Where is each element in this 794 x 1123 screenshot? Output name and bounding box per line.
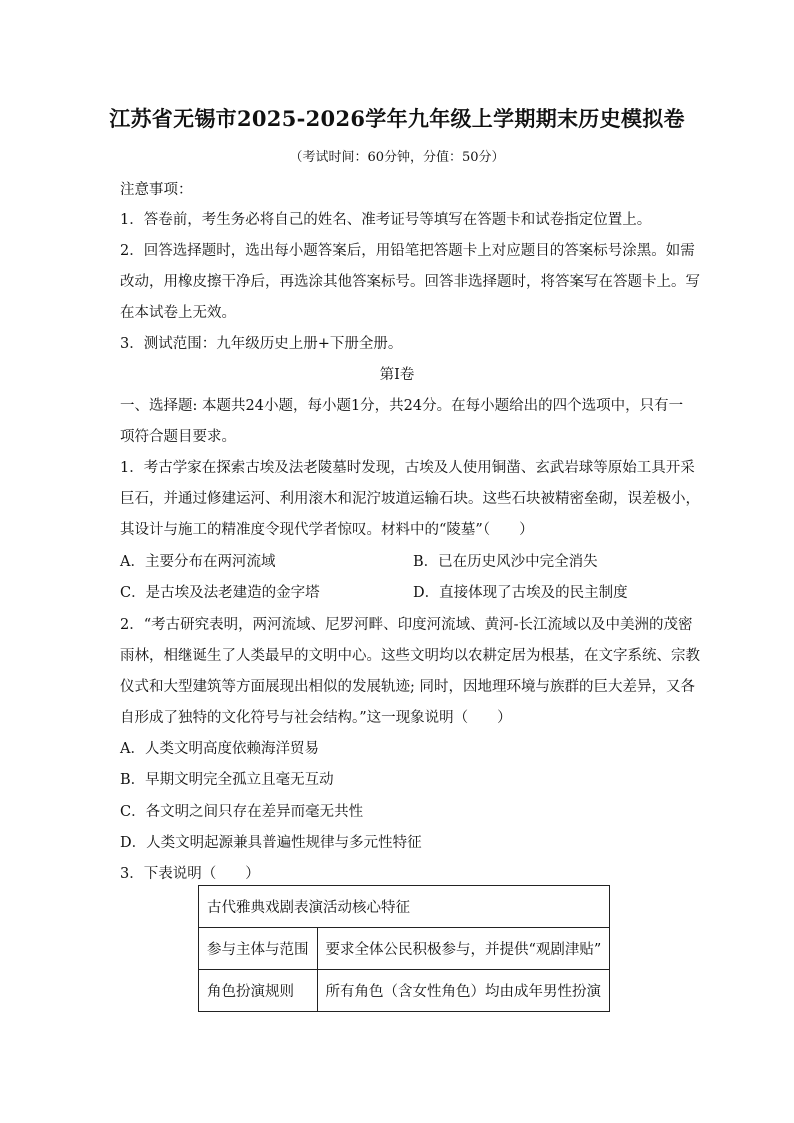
notes-line: 在本试卷上无效。 bbox=[120, 305, 236, 321]
section-intro: 项符合题目要求。 bbox=[120, 429, 236, 445]
notes-line: 1．答卷前，考生务必将自己的姓名、准考证号等填写在答题卡和试卷指定位置上。 bbox=[120, 212, 652, 228]
notes-line: 改动，用橡皮擦干净后，再选涂其他答案标号。回答非选择题时，将答案写在答题卡上。写 bbox=[120, 274, 700, 290]
question-1-stem: 其设计与施工的精准度令现代学者惊叹。材料中的“陵墓”（ ） bbox=[120, 522, 534, 538]
section-intro: 一、选择题: 本题共24小题，每小题1分，共24分。在每小题给出的四个选项中，只有一 bbox=[120, 398, 684, 414]
question-3-stem: 3．下表说明（ ） bbox=[120, 866, 260, 882]
question-1-option-a: A．主要分布在两河流域 bbox=[120, 554, 276, 570]
exam-duration-score: （考试时间：60分钟，分值：50分） bbox=[289, 150, 505, 165]
question-2-stem: 雨林，相继诞生了人类最早的文明中心。这些文明均以农耕定居为根基，在文字系统、宗教 bbox=[120, 648, 700, 664]
question-1-option-d: D．直接体现了古埃及的民主制度 bbox=[413, 585, 628, 601]
question-2-option-b: B．早期文明完全孤立且毫无互动 bbox=[120, 772, 334, 788]
question-2-option-a: A．人类文明高度依赖海洋贸易 bbox=[120, 741, 319, 757]
question-1-stem: 巨石，并通过修建运河、利用滚木和泥泞坡道运输石块。这些石块被精密垒砌，误差极小， bbox=[120, 491, 700, 507]
notes-line: 3．测试范围：九年级历史上册+下册全册。 bbox=[120, 336, 403, 352]
table-row bbox=[199, 928, 610, 970]
question-2-option-d: D．人类文明起源兼具普遍性规律与多元性特征 bbox=[120, 835, 422, 851]
notes-heading: 注意事项： bbox=[120, 182, 193, 198]
question-2-stem: 2．“考古研究表明，两河流域、尼罗河畔、印度河流域、黄河-长江流域以及中美洲的茂密 bbox=[120, 617, 693, 633]
athens-drama-table bbox=[198, 885, 610, 1012]
table-header-row bbox=[199, 886, 610, 928]
table-cell-label: 角色扮演规则 bbox=[199, 970, 318, 1012]
question-1-stem: 1．考古学家在探索古埃及法老陵墓时发现，古埃及人使用铜凿、玄武岩球等原始工具开采 bbox=[120, 460, 695, 476]
question-2-stem: 仪式和大型建筑等方面展现出相似的发展轨迹; 同时，因地理环境与族群的巨大差异，又各 bbox=[120, 679, 695, 695]
question-1-option-c: C．是古埃及法老建造的金字塔 bbox=[120, 585, 320, 601]
table-cell-value: 要求全体公民积极参与，并提供“观剧津贴” bbox=[317, 928, 610, 970]
table-row bbox=[199, 970, 610, 1012]
table-header-cell: 古代雅典戏剧表演活动核心特征 bbox=[199, 886, 610, 928]
table-cell-value: 所有角色（含女性角色）均由成年男性扮演 bbox=[317, 970, 610, 1012]
notes-line: 2．回答选择题时，选出每小题答案后，用铅笔把答题卡上对应题目的答案标号涂黑。如需 bbox=[120, 243, 695, 259]
exam-title: 江苏省无锡市2025-2026学年九年级上学期期末历史模拟卷 bbox=[109, 106, 685, 131]
question-2-option-c: C．各文明之间只存在差异而毫无共性 bbox=[120, 804, 364, 820]
section-label: 第Ⅰ卷 bbox=[379, 367, 415, 383]
question-2-stem: 自形成了独特的文化符号与社会结构。”这一现象说明（ ） bbox=[120, 710, 512, 726]
question-1-option-b: B．已在历史风沙中完全消失 bbox=[413, 554, 598, 570]
table-cell-label: 参与主体与范围 bbox=[199, 928, 318, 970]
